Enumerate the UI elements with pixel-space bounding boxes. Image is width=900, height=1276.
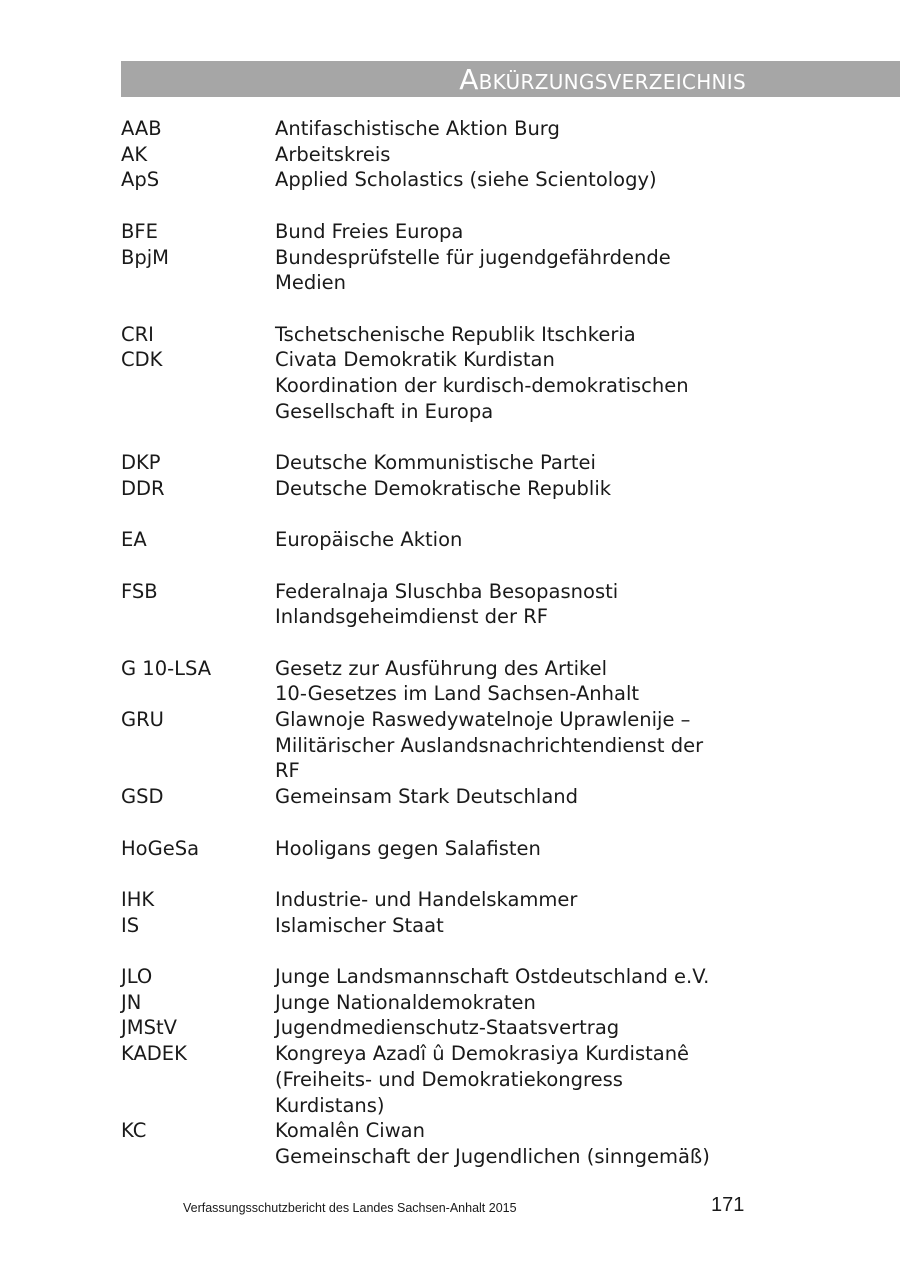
abbreviation-entry	[121, 887, 761, 913]
abbreviation: CDK	[121, 348, 163, 372]
abbreviation-entry	[121, 784, 761, 810]
abbreviation-entry	[121, 836, 761, 862]
abbreviation-description	[275, 1118, 761, 1169]
abbreviation-group	[121, 656, 761, 810]
abbreviation-group	[121, 887, 761, 938]
abbreviation-entry	[121, 707, 761, 784]
abbreviation-group	[121, 836, 761, 862]
abbreviation-entry	[121, 656, 761, 707]
abbreviation-entry	[121, 527, 761, 553]
abbreviation: BpjM	[121, 245, 169, 269]
description-line: Militärischer Auslandsnachrichtendienst der	[275, 733, 704, 757]
description-line: Tschetschenische Republik Itschkeria	[275, 322, 636, 346]
description-line: 10-Gesetzes im Land Sachsen-Anhalt	[275, 682, 640, 706]
description-line: Kongreya Azadî û Demokrasiya Kurdistanê	[275, 1042, 690, 1066]
description-line: Civata Demokratik Kurdistan	[275, 348, 555, 372]
abbreviation-group	[121, 579, 761, 630]
abbreviation: FSB	[121, 579, 158, 603]
abbreviation-entry	[121, 322, 761, 348]
abbreviation-description	[275, 142, 761, 168]
description-line: Islamischer Staat	[275, 913, 444, 937]
abbreviation-entry	[121, 116, 761, 142]
description-line: Arbeitskreis	[275, 142, 391, 166]
abbreviation: KADEK	[121, 1042, 187, 1066]
abbreviation-entry	[121, 476, 761, 502]
description-line: Gemeinschaft der Jugendlichen (sinngemäß)	[275, 1144, 710, 1168]
description-line: Junge Landsmannschaft Ostdeutschland e.V.	[275, 965, 710, 989]
abbreviation-entry	[121, 347, 761, 424]
description-line: Antifaschistische Aktion Burg	[275, 117, 560, 140]
abbreviation-description	[275, 450, 761, 476]
description-line: Koordination der kurdisch-demokratischen	[275, 374, 689, 397]
abbreviation-description	[275, 656, 761, 707]
abbreviation-entry	[121, 142, 761, 168]
abbreviation-description	[275, 887, 761, 913]
description-line: Kurdistans)	[275, 1093, 385, 1117]
description-line: Industrie- und Handelskammer	[275, 887, 578, 911]
abbreviation: IHK	[121, 887, 155, 911]
abbreviation-entry	[121, 579, 761, 630]
abbreviation-description	[275, 707, 761, 784]
abbreviation-description	[275, 219, 761, 245]
description-line: Inlandsgeheimdienst der RF	[275, 605, 549, 629]
description-line: RF	[275, 759, 300, 783]
abbreviation: JLO	[121, 965, 153, 989]
abbreviation-description	[275, 964, 761, 990]
abbreviation-entry	[121, 913, 761, 939]
description-line: Bund Freies Europa	[275, 219, 464, 243]
abbreviation: ApS	[121, 168, 160, 192]
abbreviation: HoGeSa	[121, 836, 200, 860]
abbreviation: CRI	[121, 322, 154, 346]
description-line: Europäische Aktion	[275, 528, 463, 552]
abbreviation-description	[275, 116, 761, 142]
abbreviation-description	[275, 527, 761, 553]
abbreviation-description	[275, 836, 761, 862]
description-line: Deutsche Kommunistische Partei	[275, 451, 596, 475]
abbreviation: EA	[121, 528, 147, 552]
footer-text: Verfassungsschutzbericht des Landes Sachsen-Anhalt 2015	[183, 1201, 517, 1215]
description-line: Gesellschaft in Europa	[275, 399, 494, 423]
abbreviation-group	[121, 116, 761, 193]
abbreviation-group	[121, 964, 761, 1170]
abbreviation-entry	[121, 450, 761, 476]
abbreviation-group	[121, 322, 761, 425]
section-header-bar	[121, 61, 900, 97]
abbreviation: G 10-LSA	[121, 656, 212, 680]
section-title: Abkürzungsverzeichnis	[459, 63, 746, 96]
abbreviation-entry	[121, 1015, 761, 1041]
abbreviation: KC	[121, 1119, 147, 1143]
abbreviation: DDR	[121, 476, 165, 500]
description-line: Applied Scholastics (siehe Scientology)	[275, 168, 657, 192]
abbreviation-description	[275, 784, 761, 810]
description-line: Federalnaja Sluschba Besopasnosti	[275, 579, 619, 603]
description-line: Medien	[275, 271, 346, 295]
abbreviation-description	[275, 476, 761, 502]
page-number: 171	[711, 1194, 745, 1216]
abbreviation: DKP	[121, 451, 161, 475]
description-line: Hooligans gegen Salafisten	[275, 836, 541, 860]
description-line: Gesetz zur Ausführung des Artikel	[275, 656, 608, 680]
abbreviation: JN	[121, 990, 142, 1014]
description-line: Deutsche Demokratische Republik	[275, 476, 612, 500]
abbreviation-entry	[121, 1118, 761, 1169]
abbreviation: AK	[121, 142, 148, 166]
abbreviation: GSD	[121, 785, 164, 809]
abbreviation-entry	[121, 219, 761, 245]
abbreviation-description	[275, 1015, 761, 1041]
abbreviation-description	[275, 245, 761, 296]
abbreviation-group	[121, 450, 761, 501]
abbreviation-description	[275, 579, 761, 630]
abbreviation-description	[275, 322, 761, 348]
abbreviation-description	[275, 347, 761, 424]
abbreviation-entry	[121, 245, 761, 296]
abbreviation: AAB	[121, 117, 162, 140]
abbreviation: JMStV	[121, 1016, 177, 1040]
description-line: Junge Nationaldemokraten	[275, 990, 536, 1014]
abbreviation-entry	[121, 990, 761, 1016]
abbreviation-description	[275, 1041, 761, 1118]
abbreviation-list	[121, 116, 761, 1195]
abbreviation-group	[121, 527, 761, 553]
description-line: Jugendmedienschutz-Staatsvertrag	[275, 1016, 620, 1040]
abbreviation: GRU	[121, 708, 164, 732]
abbreviation-group	[121, 219, 761, 296]
description-line: Gemeinsam Stark Deutschland	[275, 785, 579, 809]
abbreviation: IS	[121, 913, 140, 937]
abbreviation-description	[275, 990, 761, 1016]
description-line: Glawnoje Raswedywatelnoje Uprawlenije –	[275, 708, 691, 732]
description-line: Komalên Ciwan	[275, 1119, 425, 1143]
abbreviation-description	[275, 167, 761, 193]
abbreviation-description	[275, 913, 761, 939]
abbreviation-entry	[121, 167, 761, 193]
description-line: Bundesprüfstelle für jugendgefährdende	[275, 245, 671, 269]
abbreviation-entry	[121, 1041, 761, 1118]
abbreviation: BFE	[121, 219, 158, 243]
abbreviation-entry	[121, 964, 761, 990]
description-line: (Freiheits- und Demokratiekongress	[275, 1067, 623, 1091]
